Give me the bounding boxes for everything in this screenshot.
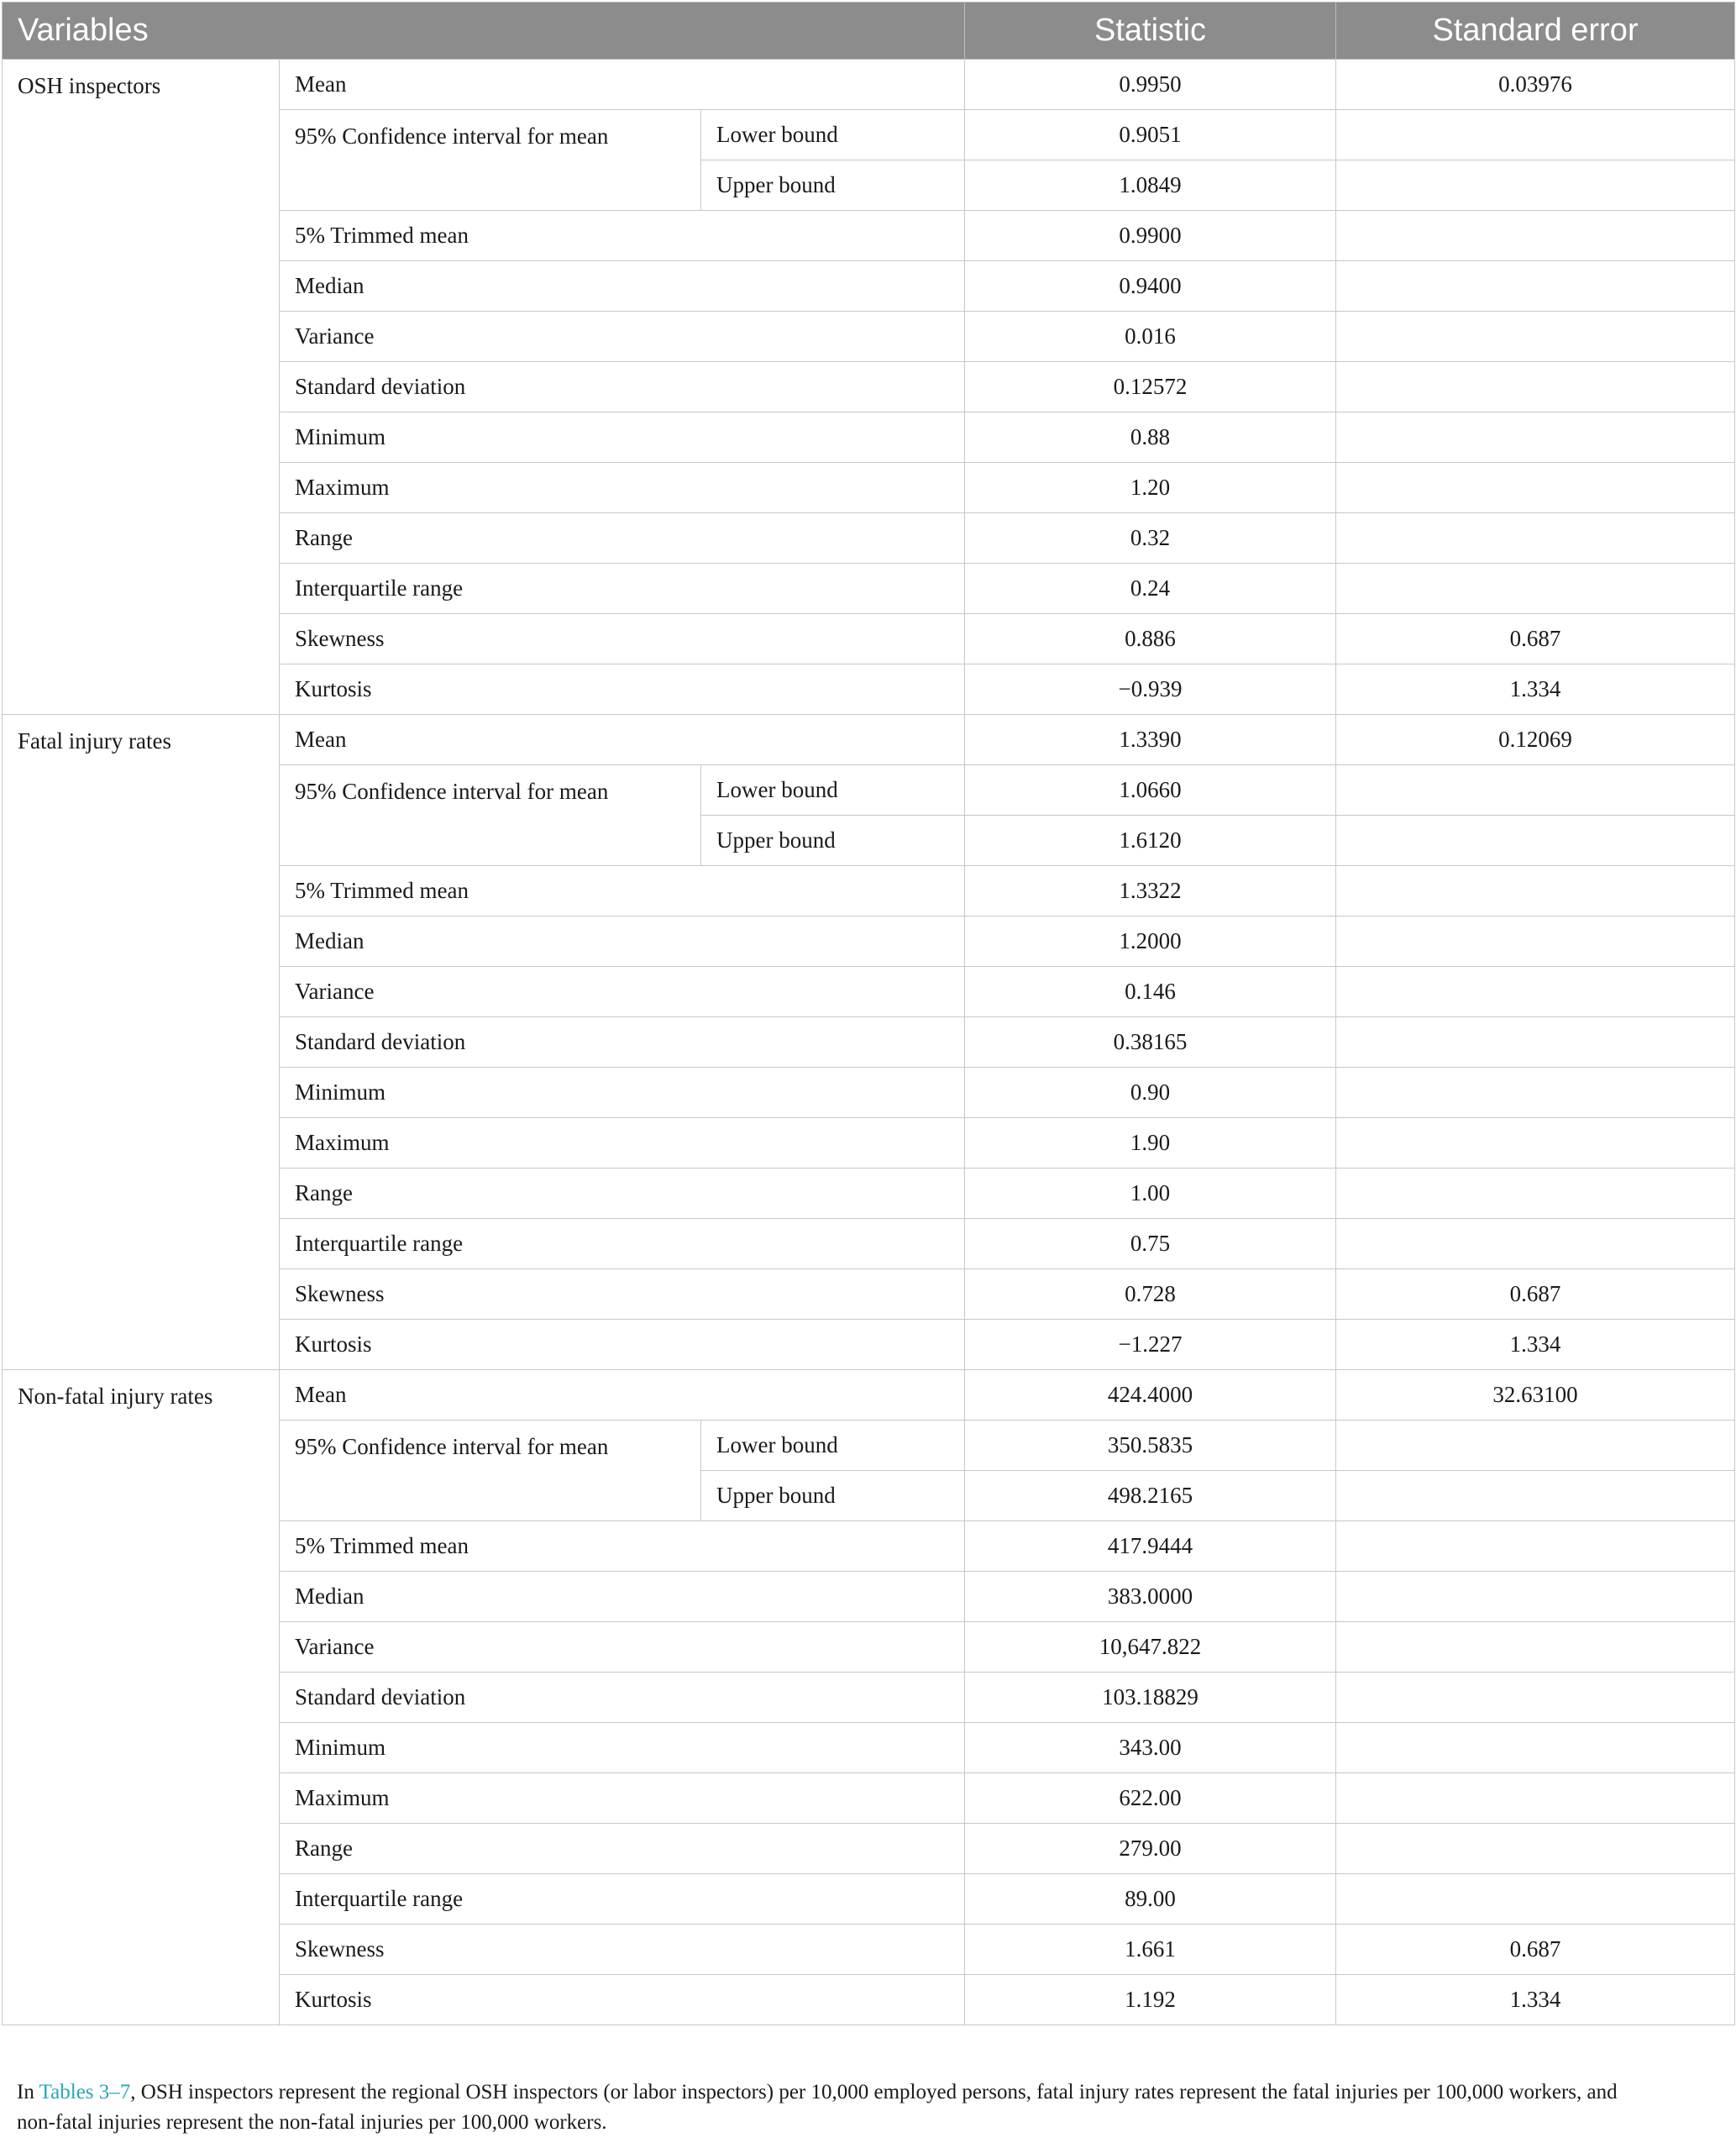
statistic-label: Range <box>280 1824 965 1874</box>
statistic-value: −0.939 <box>965 664 1336 715</box>
footnote-line-1 <box>17 2077 1722 2108</box>
standard-error-value <box>1336 463 1735 513</box>
standard-error-value: 0.687 <box>1336 614 1735 664</box>
statistic-label: Variance <box>280 312 965 362</box>
statistic-value: 0.90 <box>965 1068 1336 1118</box>
lower-bound-label: Lower bound <box>701 1421 965 1471</box>
statistic-value: 1.6120 <box>965 816 1336 866</box>
lower-bound-label: Lower bound <box>701 110 965 160</box>
statistic-value: 1.2000 <box>965 916 1336 967</box>
standard-error-value <box>1336 1622 1735 1673</box>
statistic-value: 0.88 <box>965 412 1336 463</box>
statistic-value: 0.32 <box>965 513 1336 564</box>
statistic-label: Skewness <box>280 614 965 664</box>
statistic-label: Variance <box>280 1622 965 1673</box>
statistic-value: 0.38165 <box>965 1017 1336 1068</box>
statistic-label: Standard deviation <box>280 362 965 412</box>
standard-error-value: 1.334 <box>1336 1320 1735 1370</box>
statistic-label: Mean <box>280 1370 965 1421</box>
upper-bound-label: Upper bound <box>701 816 965 866</box>
statistic-value: 1.3390 <box>965 715 1336 765</box>
footnote-table-link[interactable]: Tables 3–7 <box>39 2081 131 2103</box>
statistic-value: 0.24 <box>965 564 1336 614</box>
statistic-value: −1.227 <box>965 1320 1336 1370</box>
statistic-value: 89.00 <box>965 1874 1336 1925</box>
statistic-value: 1.90 <box>965 1118 1336 1169</box>
standard-error-value: 1.334 <box>1336 1975 1735 2025</box>
statistic-value: 1.192 <box>965 1975 1336 2025</box>
statistic-value: 0.12572 <box>965 362 1336 412</box>
statistic-value: 1.0849 <box>965 160 1336 211</box>
statistic-value: 1.0660 <box>965 765 1336 816</box>
statistic-label: Median <box>280 916 965 967</box>
standard-error-value <box>1336 412 1735 463</box>
statistic-value: 10,647.822 <box>965 1622 1336 1673</box>
statistic-value: 0.75 <box>965 1219 1336 1269</box>
statistic-value: 1.661 <box>965 1925 1336 1975</box>
statistic-label: Mean <box>280 60 965 110</box>
statistic-value: 498.2165 <box>965 1471 1336 1521</box>
table-header-row <box>3 3 1735 60</box>
statistic-value: 350.5835 <box>965 1421 1336 1471</box>
standard-error-value <box>1336 1068 1735 1118</box>
standard-error-value: 0.03976 <box>1336 60 1735 110</box>
statistic-value: 343.00 <box>965 1723 1336 1773</box>
statistic-label: Maximum <box>280 463 965 513</box>
standard-error-value: 0.687 <box>1336 1925 1735 1975</box>
statistic-label: Maximum <box>280 1773 965 1824</box>
table-row <box>3 1370 1735 1421</box>
standard-error-value <box>1336 1169 1735 1219</box>
standard-error-value: 0.687 <box>1336 1269 1735 1320</box>
standard-error-value <box>1336 211 1735 261</box>
upper-bound-label: Upper bound <box>701 1471 965 1521</box>
confidence-interval-label: 95% Confidence interval for mean <box>280 110 701 211</box>
statistic-label: Standard deviation <box>280 1017 965 1068</box>
statistic-label: Standard deviation <box>280 1673 965 1723</box>
upper-bound-label: Upper bound <box>701 160 965 211</box>
statistic-label: Maximum <box>280 1118 965 1169</box>
confidence-interval-label: 95% Confidence interval for mean <box>280 765 701 866</box>
variable-group-label: OSH inspectors <box>3 60 280 715</box>
lower-bound-label: Lower bound <box>701 765 965 816</box>
statistic-value: 0.9051 <box>965 110 1336 160</box>
statistic-label: Interquartile range <box>280 1219 965 1269</box>
statistic-value: 1.00 <box>965 1169 1336 1219</box>
statistic-label: Minimum <box>280 412 965 463</box>
statistic-value: 1.3322 <box>965 866 1336 916</box>
table-footnote <box>17 2077 1722 2138</box>
standard-error-value <box>1336 1471 1735 1521</box>
standard-error-value <box>1336 513 1735 564</box>
statistic-value: 383.0000 <box>965 1572 1336 1622</box>
statistic-label: Range <box>280 513 965 564</box>
statistic-label: Interquartile range <box>280 564 965 614</box>
standard-error-value <box>1336 1421 1735 1471</box>
statistic-label: Variance <box>280 967 965 1017</box>
footnote-prefix: In <box>17 2081 39 2103</box>
table-row <box>3 60 1735 110</box>
statistic-value: 0.146 <box>965 967 1336 1017</box>
statistic-label: Median <box>280 261 965 312</box>
standard-error-value: 0.12069 <box>1336 715 1735 765</box>
statistic-label: Range <box>280 1169 965 1219</box>
statistic-label: Median <box>280 1572 965 1622</box>
statistic-label: Skewness <box>280 1925 965 1975</box>
statistic-label: 5% Trimmed mean <box>280 211 965 261</box>
statistic-label: Interquartile range <box>280 1874 965 1925</box>
descriptive-statistics-table <box>2 2 1735 2025</box>
standard-error-value <box>1336 1874 1735 1925</box>
table-row <box>3 715 1735 765</box>
standard-error-value <box>1336 1824 1735 1874</box>
statistic-value: 0.9400 <box>965 261 1336 312</box>
statistic-value: 417.9444 <box>965 1521 1336 1572</box>
statistic-value: 0.9900 <box>965 211 1336 261</box>
statistic-value: 0.016 <box>965 312 1336 362</box>
header-variables: Variables <box>3 3 965 60</box>
statistic-label: 5% Trimmed mean <box>280 1521 965 1572</box>
header-statistic: Statistic <box>965 3 1336 60</box>
standard-error-value <box>1336 765 1735 816</box>
statistic-label: Kurtosis <box>280 1975 965 2025</box>
standard-error-value <box>1336 1572 1735 1622</box>
standard-error-value <box>1336 564 1735 614</box>
standard-error-value <box>1336 110 1735 160</box>
standard-error-value <box>1336 816 1735 866</box>
standard-error-value <box>1336 261 1735 312</box>
standard-error-value <box>1336 1219 1735 1269</box>
statistic-value: 0.728 <box>965 1269 1336 1320</box>
standard-error-value: 32.63100 <box>1336 1370 1735 1421</box>
standard-error-value <box>1336 866 1735 916</box>
standard-error-value <box>1336 1118 1735 1169</box>
statistic-value: 0.9950 <box>965 60 1336 110</box>
standard-error-value <box>1336 1723 1735 1773</box>
standard-error-value: 1.334 <box>1336 664 1735 715</box>
statistic-label: Minimum <box>280 1723 965 1773</box>
standard-error-value <box>1336 362 1735 412</box>
header-standard-error: Standard error <box>1336 3 1735 60</box>
footnote-text: , OSH inspectors represent the regional OSH inspectors (or labor inspectors) per 10,000 employed persons, fatal injury rates represent the fatal injuries per 100,000 workers, and <box>130 2081 1618 2103</box>
statistic-value: 279.00 <box>965 1824 1336 1874</box>
standard-error-value <box>1336 1017 1735 1068</box>
standard-error-value <box>1336 1673 1735 1723</box>
statistic-label: Kurtosis <box>280 664 965 715</box>
statistic-value: 103.18829 <box>965 1673 1336 1723</box>
standard-error-value <box>1336 1773 1735 1824</box>
table-body <box>3 60 1735 2025</box>
standard-error-value <box>1336 916 1735 967</box>
standard-error-value <box>1336 312 1735 362</box>
variable-group-label: Fatal injury rates <box>3 715 280 1370</box>
confidence-interval-label: 95% Confidence interval for mean <box>280 1421 701 1521</box>
statistic-value: 622.00 <box>965 1773 1336 1824</box>
standard-error-value <box>1336 1521 1735 1572</box>
statistic-label: Mean <box>280 715 965 765</box>
variable-group-label: Non-fatal injury rates <box>3 1370 280 2025</box>
statistic-label: Skewness <box>280 1269 965 1320</box>
standard-error-value <box>1336 967 1735 1017</box>
statistic-value: 1.20 <box>965 463 1336 513</box>
standard-error-value <box>1336 160 1735 211</box>
footnote-line-2: non-fatal injuries represent the non-fatal injuries per 100,000 workers. <box>17 2111 607 2134</box>
statistic-label: 5% Trimmed mean <box>280 866 965 916</box>
statistic-value: 424.4000 <box>965 1370 1336 1421</box>
statistic-label: Minimum <box>280 1068 965 1118</box>
statistic-value: 0.886 <box>965 614 1336 664</box>
statistic-label: Kurtosis <box>280 1320 965 1370</box>
